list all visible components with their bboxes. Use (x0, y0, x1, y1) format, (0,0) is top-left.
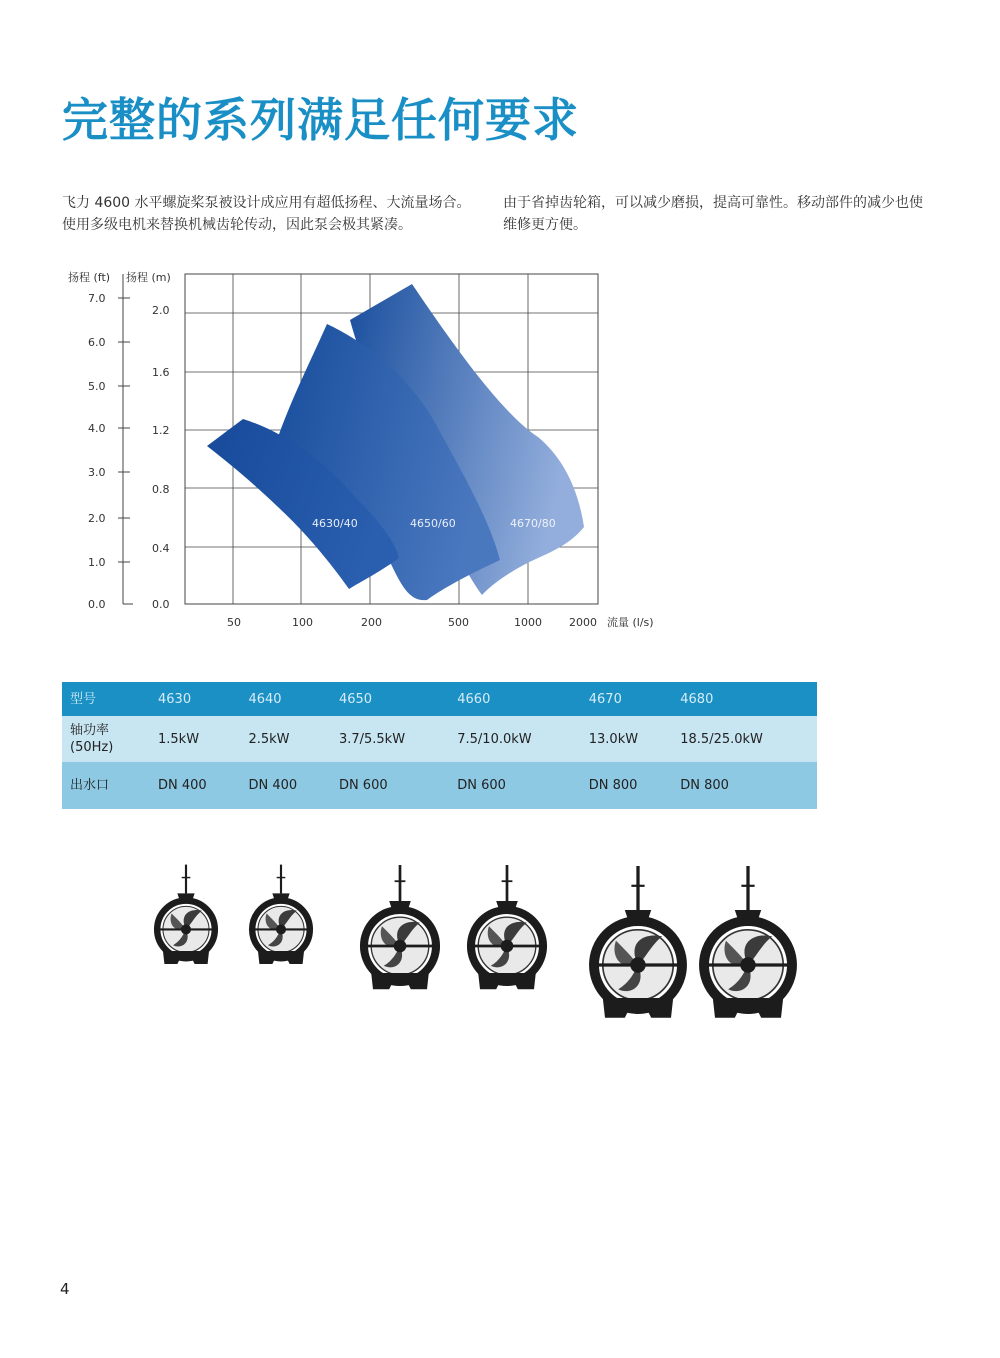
intro-paragraph-right: 由于省掉齿轮箱，可以减少磨损，提高可靠性。移动部件的减少也使维修更方便。 (503, 195, 923, 233)
outlet-cell: DN 800 (588, 778, 638, 793)
m-tick: 0.8 (152, 483, 170, 496)
ft-axis-ticks (118, 298, 130, 562)
outlet-label: 出水口 (70, 778, 110, 793)
pump-image-4660 (462, 858, 552, 998)
intro-paragraph-left: 飞力 4600 水平螺旋桨泵被设计成应用有超低扬程、大流量场合。使用多级电机来替换机械齿轮传动，因此泵会极其紧凑。 (62, 195, 471, 233)
outlet-cell: DN 400 (158, 778, 207, 793)
ylabel-m: 扬程 (m) (126, 271, 171, 284)
x-tick: 2000 (569, 616, 597, 629)
series-label-4630-40: 4630/40 (312, 517, 358, 530)
table-row-power (62, 716, 817, 762)
x-tick-labels (227, 616, 597, 629)
table-header-label: 型号 (70, 691, 97, 707)
performance-chart-svg (40, 262, 680, 642)
outlet-cell: DN 400 (248, 778, 298, 793)
ft-tick: 4.0 (88, 422, 106, 435)
model-cell: 4640 (248, 691, 282, 707)
x-tick: 1000 (514, 616, 542, 629)
ft-tick: 3.0 (88, 466, 106, 479)
ylabel-ft: 扬程 (ft) (68, 271, 111, 284)
m-tick-labels (152, 304, 170, 611)
ft-tick: 5.0 (88, 380, 106, 393)
x-tick: 200 (361, 616, 382, 629)
power-cell: 3.7/5.5kW (338, 731, 406, 747)
x-tick: 50 (227, 616, 241, 629)
power-label-line1: 轴功率 (70, 723, 110, 738)
power-cell: 13.0kW (588, 731, 639, 747)
page-title: 完整的系列满足任何要求 (62, 93, 579, 147)
x-tick: 100 (292, 616, 313, 629)
power-label (62, 716, 150, 762)
pump-image-4650 (355, 858, 445, 998)
model-cell: 4670 (588, 691, 622, 707)
model-cell: 4630 (158, 691, 192, 707)
power-cell: 2.5kW (248, 731, 290, 747)
pump-image-4680 (693, 854, 803, 1032)
pump-image-4670 (583, 854, 693, 1032)
pump-product-images (150, 850, 810, 1040)
power-cell: 1.5kW (158, 731, 200, 747)
outlet-cell: DN 800 (680, 778, 729, 793)
power-cell: 18.5/25.0kW (680, 731, 763, 747)
ft-tick: 1.0 (88, 556, 106, 569)
m-tick: 0.0 (152, 598, 170, 611)
ft-tick: 6.0 (88, 336, 106, 349)
ft-tick: 7.0 (88, 292, 106, 305)
outlet-cell: DN 600 (457, 778, 506, 793)
pump-image-4630 (150, 860, 222, 970)
spec-table (62, 682, 817, 809)
series-label-4650-60: 4650/60 (410, 517, 456, 530)
model-cell: 4680 (680, 691, 714, 707)
table-header-row (62, 682, 817, 716)
ft-tick: 2.0 (88, 512, 106, 525)
ft-tick-labels (88, 292, 106, 611)
performance-chart (40, 262, 680, 642)
xlabel: 流量 (l/s) (607, 616, 654, 629)
m-tick: 1.6 (152, 366, 170, 379)
outlet-cell: DN 600 (338, 778, 388, 793)
ft-tick: 0.0 (88, 598, 106, 611)
model-cell: 4660 (457, 691, 491, 707)
m-tick: 2.0 (152, 304, 170, 317)
model-cell: 4650 (338, 691, 373, 707)
m-tick: 0.4 (152, 542, 170, 555)
series-label-4670-80: 4670/80 (510, 517, 556, 530)
m-tick: 1.2 (152, 424, 170, 437)
table-row-outlet (62, 762, 817, 809)
power-cell: 7.5/10.0kW (457, 731, 532, 747)
power-label-line2: (50Hz) (70, 740, 114, 755)
page-number: 4 (60, 1280, 70, 1298)
pump-image-4640 (245, 860, 317, 970)
x-tick: 500 (448, 616, 469, 629)
